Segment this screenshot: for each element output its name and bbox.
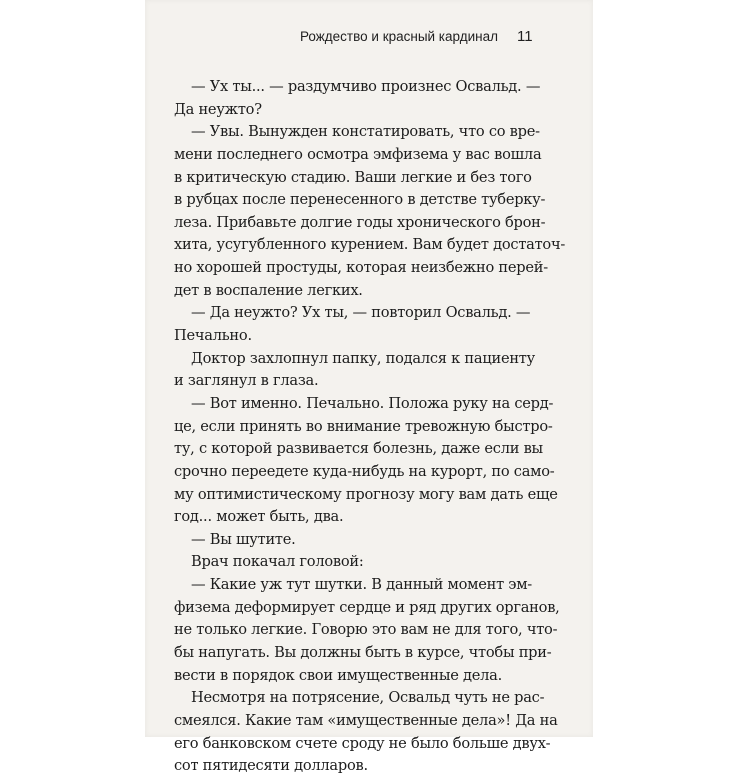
text-line: физема деформирует сердце и ряд других органов, xyxy=(174,598,560,616)
text-line: мени последнего осмотра эмфизема у вас вошла xyxy=(174,145,542,163)
text-line: вести в порядок свои имущественные дела. xyxy=(174,666,503,684)
text-line: Печально. xyxy=(174,327,252,345)
text-line: в критическую стадию. Ваши легкие и без того xyxy=(174,168,532,186)
text-line: — Увы. Вынужден констатировать, что со вре- xyxy=(191,123,540,141)
text-line: срочно переедете куда-нибудь на курорт, по само- xyxy=(174,462,555,480)
running-title: Рождество и красный кардинал xyxy=(300,29,498,44)
text-line: сот пятидесяти долларов. xyxy=(174,757,368,775)
text-line: Несмотря на потрясение, Освальд чуть не рас- xyxy=(191,689,545,707)
text-line: год... может быть, два. xyxy=(174,508,344,526)
page-number: 11 xyxy=(517,28,533,45)
text-line: хита, усугубленного курением. Вам будет достаточ- xyxy=(174,236,566,254)
text-line: Да неужто? xyxy=(174,100,262,118)
text-line: леза. Прибавьте долгие годы хронического брон- xyxy=(174,213,546,231)
text-line: Доктор захлопнул папку, подался к пациенту xyxy=(191,349,535,367)
text-line: но хорошей простуды, которая неизбежно перей- xyxy=(174,259,548,277)
text-line: Врач покачал головой: xyxy=(191,553,364,571)
text-line: — Ух ты... — раздумчиво произнес Освальд. — xyxy=(191,78,541,95)
text-line: — Вот именно. Печально. Положа руку на серд- xyxy=(191,394,554,412)
text-line: бы напугать. Вы должны быть в курсе, чтобы при- xyxy=(174,644,552,662)
text-line: — Да неужто? Ух ты, — повторил Освальд. — xyxy=(191,304,531,322)
body-text xyxy=(174,76,566,778)
text-line: — Вы шутите. xyxy=(191,530,296,548)
text-line: и заглянул в глаза. xyxy=(174,372,319,390)
text-line: его банковском счете сроду не было больше двух- xyxy=(174,734,551,752)
text-line: — Какие уж тут шутки. В данный момент эм- xyxy=(191,576,532,594)
text-line: му оптимистическому прогнозу могу вам дать еще xyxy=(174,485,558,503)
text-line: в рубцах после перенесенного в детстве туберку- xyxy=(174,191,546,209)
text-line: дет в воспаление легких. xyxy=(174,281,363,299)
text-line: ту, с которой развивается болезнь, даже если вы xyxy=(174,440,543,458)
text-line: це, если принять во внимание тревожную быстро- xyxy=(174,417,553,435)
text-line: не только легкие. Говорю это вам не для того, что- xyxy=(174,621,558,639)
text-line: смеялся. Какие там «имущественные дела»! Да на xyxy=(174,711,558,729)
